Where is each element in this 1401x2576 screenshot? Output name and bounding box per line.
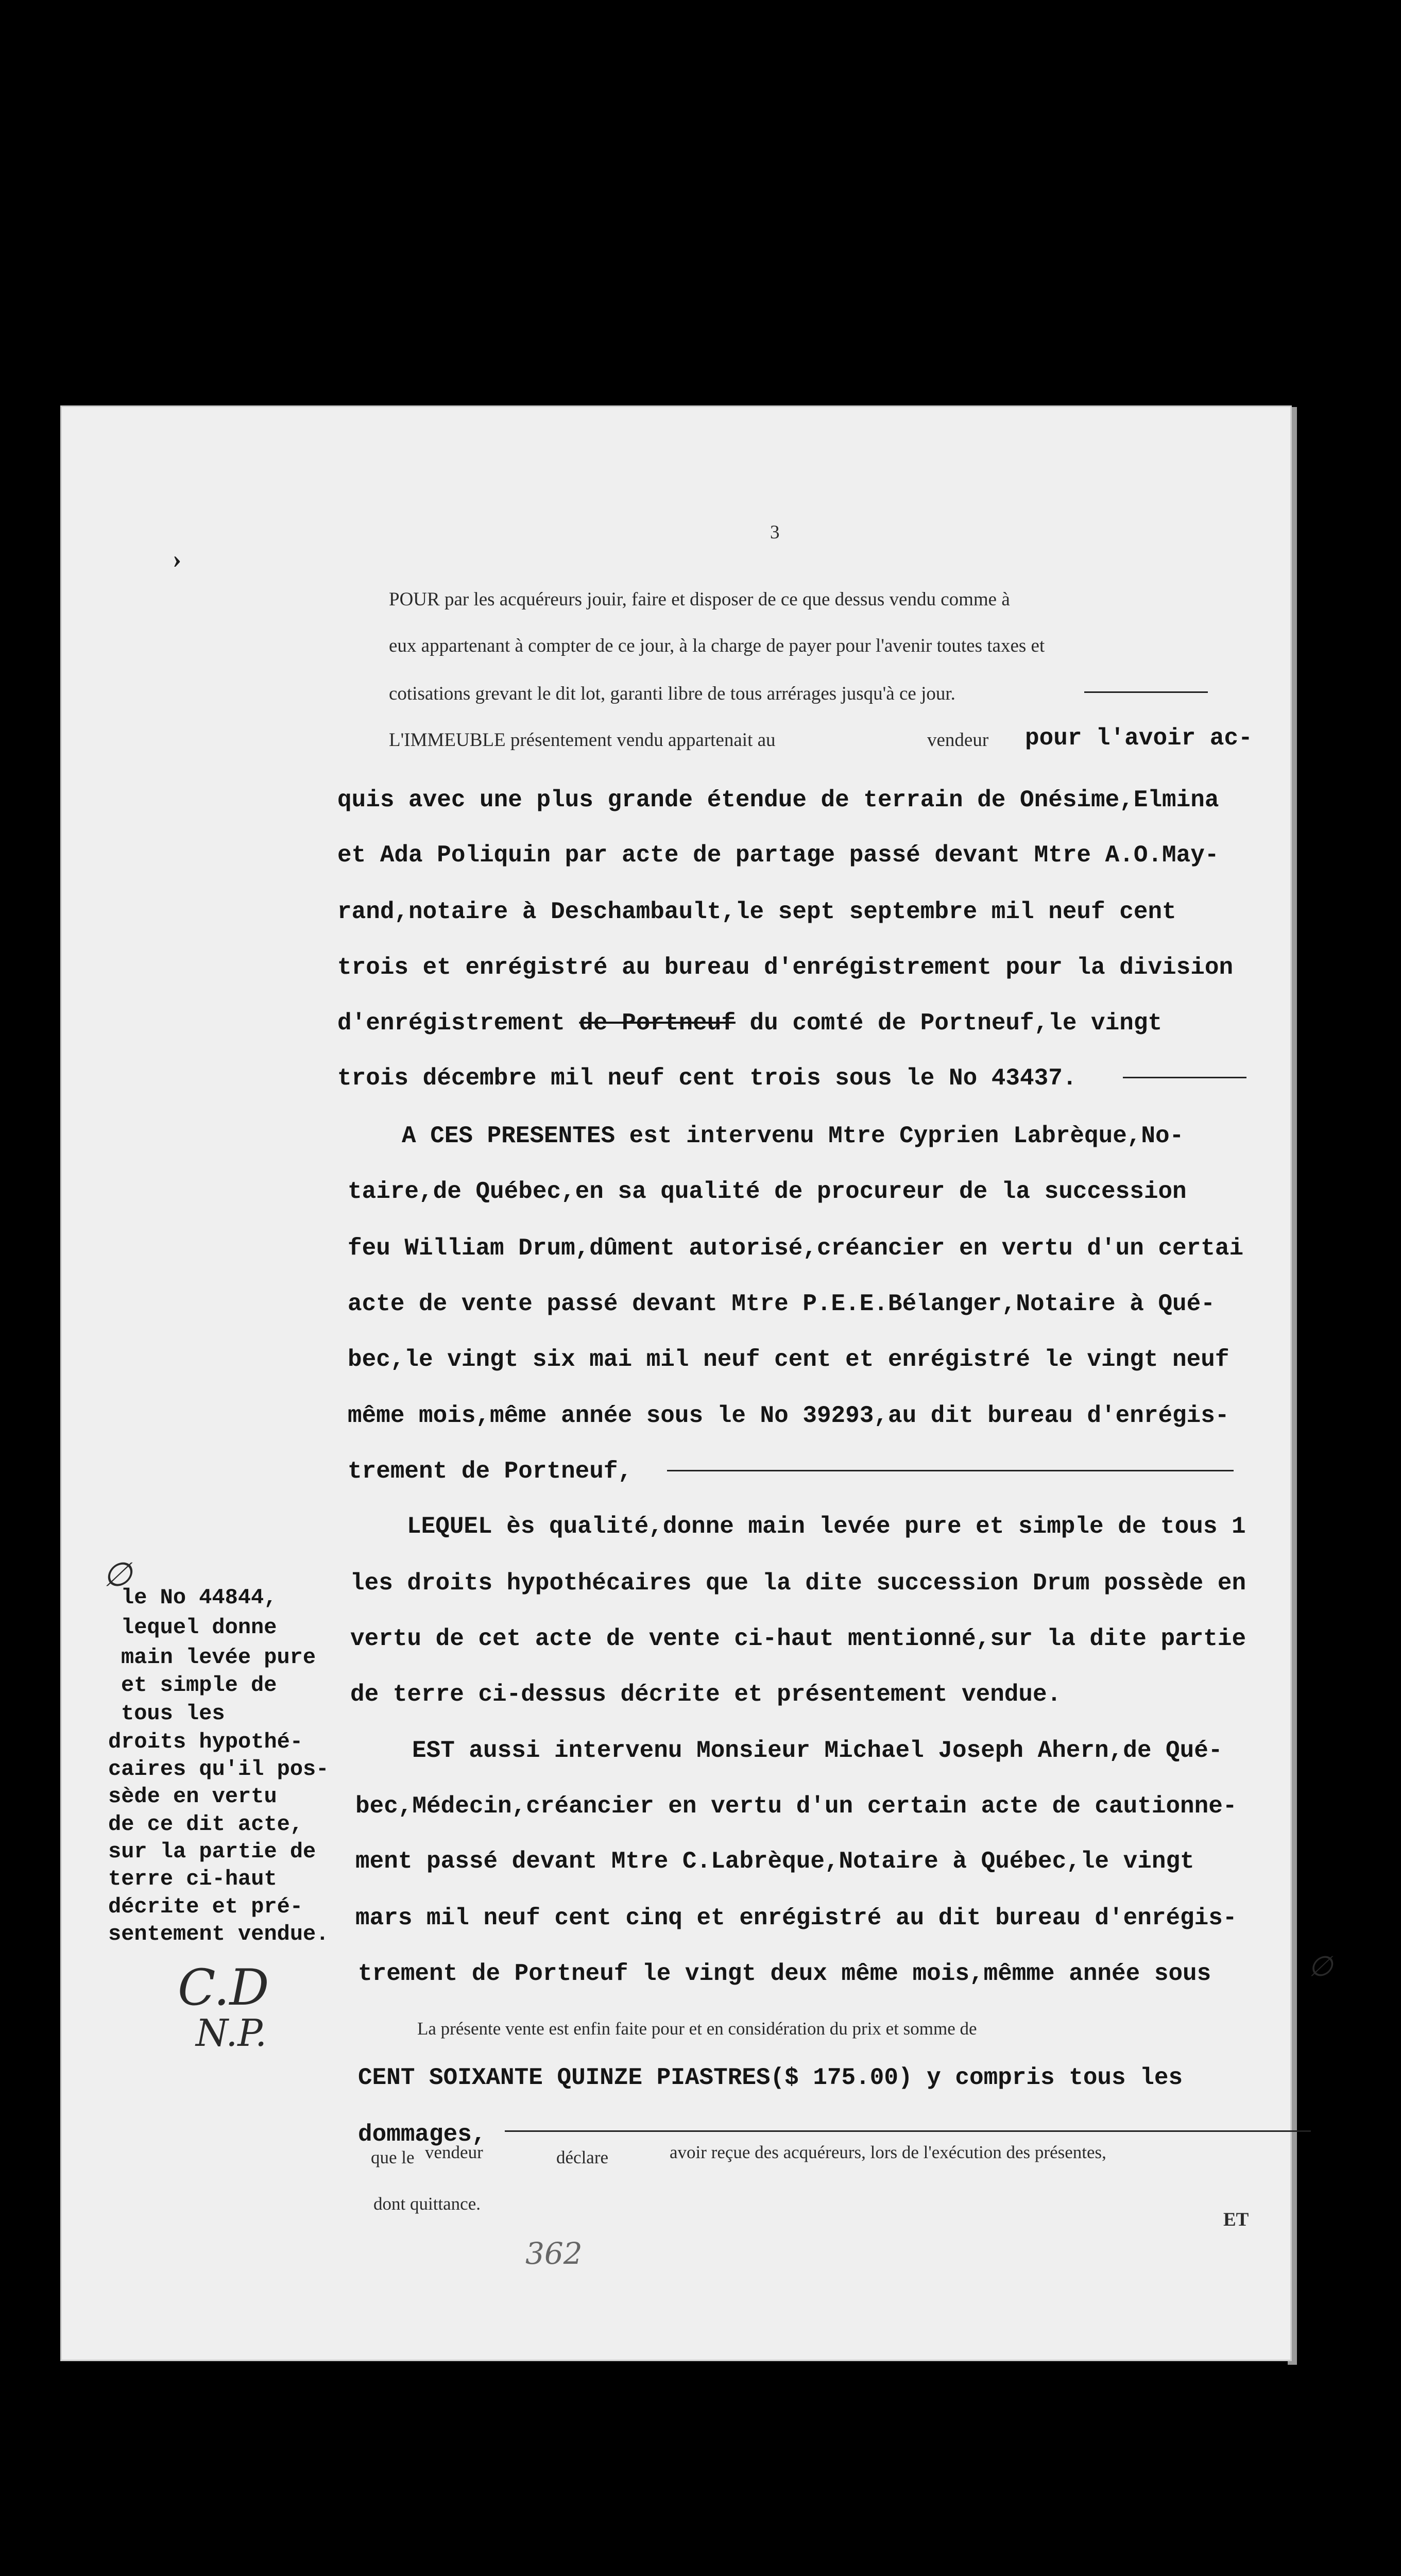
fill-line (505, 2130, 1311, 2132)
receipt-a: que le (371, 2147, 415, 2167)
paragraph-4-line-1: LEQUEL ès qualité,donne main levée pure et simple de tous 1 (407, 1513, 1246, 1540)
paragraph-3-line-5: bec,le vingt six mai mil neuf cent et enrégistré le vingt neuf (348, 1346, 1229, 1373)
paragraph-2-line-2: et Ada Poliquin par acte de partage passé devant Mtre A.O.May- (337, 842, 1219, 869)
receipt-blank: vendeur (425, 2142, 483, 2162)
margin-note-line: sède en vertu (108, 1784, 277, 1809)
margin-note-line: main levée pure (121, 1645, 316, 1670)
paragraph-3-line-3: feu William Drum,dûment autorisé,créancier en vertu d'un certai (348, 1235, 1244, 1262)
price-typed: CENT SOIXANTE QUINZE PIASTRES($ 175.00) y compris tous les (358, 2064, 1183, 2091)
initials-line-2: N.P. (196, 2011, 267, 2055)
paragraph-4-line-3: vertu de cet acte de vente ci-haut mentionné,sur la dite partie (350, 1625, 1246, 1652)
page-number: 3 (770, 522, 780, 543)
insertion-mark-icon: ∅ (103, 1556, 132, 1594)
margin-note-line: le No 44844, (121, 1585, 277, 1610)
margin-note-line: décrite et pré- (108, 1894, 303, 1919)
document-page (62, 407, 1333, 2360)
margin-note-line: terre ci-haut (108, 1867, 277, 1891)
paragraph-1-line-2: eux appartenant à compter de ce jour, à la charge de payer pour l'avenir toutes taxes et (389, 635, 1045, 656)
fill-line (1084, 691, 1208, 693)
paragraph-2-line-1: quis avec une plus grande étendue de terrain de Onésime,Elmina (337, 787, 1219, 814)
paragraph-3-line-4: acte de vente passé devant Mtre P.E.E.Bélanger,Notaire à Qué- (348, 1291, 1215, 1317)
paragraph-2-line-6: trois décembre mil neuf cent trois sous le No 43437. (337, 1065, 1077, 1092)
catchword: ET (1223, 2209, 1249, 2230)
fill-line (667, 1470, 1234, 1471)
initials-line-1: C.D (178, 1959, 269, 2016)
receipt-b: déclare (556, 2147, 609, 2167)
paragraph-2-line-5: d'enrégistrement de Portneuf du comté de Portneuf,le vingt (337, 1010, 1163, 1037)
paragraph-2-lead: L'IMMEUBLE présentement vendu appartenait au (389, 730, 776, 751)
paragraph-2-line-4: trois et enrégistré au bureau d'enrégistrement pour la division (337, 954, 1234, 981)
paragraph-1-line-3: cotisations grevant le dit lot, garanti libre de tous arrérages jusqu'à ce jour. (389, 683, 955, 704)
receipt-c: avoir reçue des acquéreurs, lors de l'exécution des présentes, (670, 2142, 1106, 2162)
paragraph-2-blank: vendeur (927, 730, 989, 751)
paragraph-1-line-1: POUR par les acquéreurs jouir, faire et disposer de ce que dessus vendu comme à (389, 589, 1010, 610)
paragraph-3-line-7: trement de Portneuf, (348, 1458, 633, 1485)
paragraph-5-line-2: bec,Médecin,créancier en vertu d'un certain acte de cautionne- (355, 1793, 1237, 1820)
margin-note-line: tous les (121, 1701, 225, 1726)
margin-note-line: lequel donne (121, 1615, 277, 1640)
struck-text: de Portneuf (579, 1010, 736, 1037)
margin-note-line: et simple de (121, 1673, 277, 1698)
margin-note-line: sur la partie de (108, 1839, 316, 1864)
paragraph-5-line-1: EST aussi intervenu Monsieur Michael Joseph Ahern,de Qué- (412, 1737, 1223, 1764)
receipt-line-2: dont quittance. (373, 2194, 481, 2214)
paragraph-3-line-6: même mois,même année sous le No 39293,au dit bureau d'enrégis- (348, 1402, 1229, 1429)
paragraph-2-typed-start: pour l'avoir ac- (1025, 725, 1253, 752)
margin-note-line: droits hypothé- (108, 1730, 303, 1754)
paragraph-5-line-4: mars mil neuf cent cinq et enrégistré au dit bureau d'enrégis- (355, 1905, 1237, 1931)
margin-note-line: sentement vendue. (108, 1922, 329, 1946)
fill-line (1123, 1077, 1246, 1078)
paragraph-2-line-3: rand,notaire à Deschambault,le sept septembre mil neuf cent (337, 899, 1176, 925)
paragraph-3-line-1: A CES PRESENTES est intervenu Mtre Cyprien Labrèque,No- (402, 1123, 1184, 1149)
paragraph-3-line-2: taire,de Québec,en sa qualité de procureur de la succession (348, 1178, 1187, 1205)
paragraph-5-line-3: ment passé devant Mtre C.Labrèque,Notaire à Québec,le vingt (355, 1848, 1194, 1875)
paragraph-5-line-5: trement de Portneuf le vingt deux même mois,mêmme année sous (358, 1960, 1211, 1987)
pencil-note: 362 (525, 2236, 583, 2271)
margin-note-line: de ce dit acte, (108, 1812, 303, 1837)
insertion-mark-icon: ∅ (1308, 1950, 1333, 1982)
paragraph-4-line-4: de terre ci-dessus décrite et présentement vendue. (350, 1681, 1062, 1708)
margin-tick-mark: › (173, 545, 182, 574)
price-typed-2: dommages, (358, 2121, 486, 2148)
price-intro: La présente vente est enfin faite pour et en considération du prix et somme de (417, 2019, 977, 2039)
margin-note-line: caires qu'il pos- (108, 1757, 329, 1782)
paragraph-4-line-2: les droits hypothécaires que la dite succession Drum possède en (350, 1570, 1246, 1597)
